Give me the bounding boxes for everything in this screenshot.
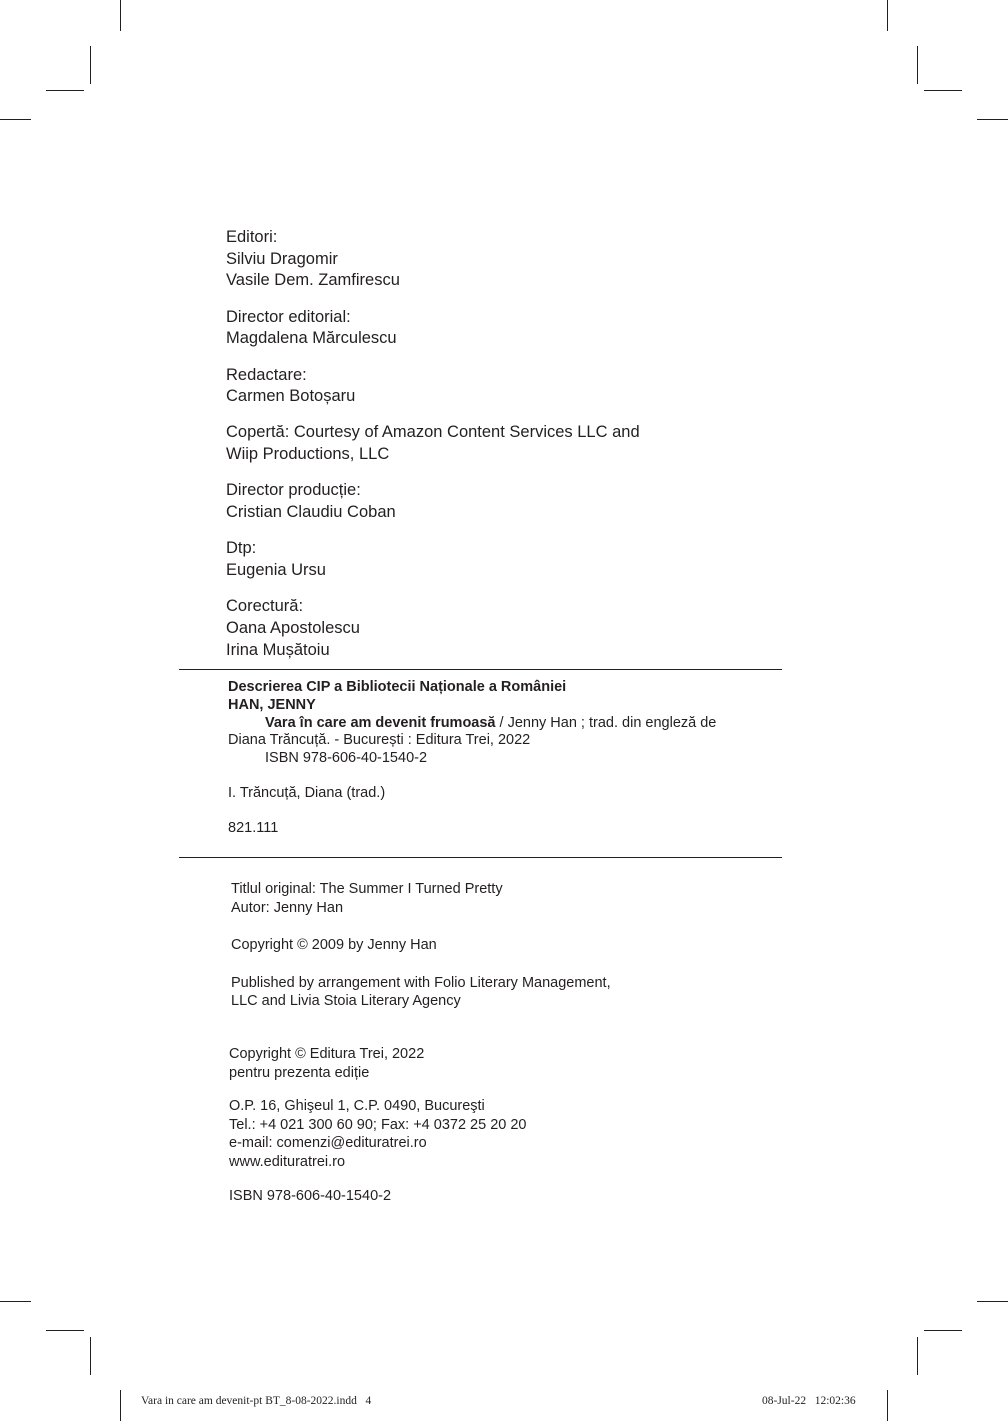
cip-author: HAN, JENNY [228, 696, 316, 713]
publisher-copyright: Copyright © Editura Trei, 2022 [229, 1046, 425, 1062]
credit-group-proofreading [226, 596, 640, 661]
cip-translator: I. Trăncuță, Diana (trad.) [228, 784, 386, 801]
arrangement-line: Published by arrangement with Folio Literary Management, [231, 974, 611, 991]
divider-bottom [179, 857, 782, 858]
credit-group-dtp [226, 538, 640, 581]
credit-label: Director producție: [226, 481, 361, 500]
publisher-copyright-note: pentru prezenta ediție [229, 1064, 370, 1081]
cip-isbn: ISBN 978-606-40-1540-2 [265, 750, 428, 767]
credit-group-cover [226, 422, 640, 465]
credits-list [226, 227, 640, 676]
publisher-address: O.P. 16, Ghişeul 1, C.P. 0490, Bucureşti [229, 1098, 485, 1115]
crop-mark [46, 90, 84, 91]
original-author: Autor: Jenny Han [231, 899, 344, 916]
credit-group-production-director [226, 480, 640, 523]
cip-title: Vara în care am devenit frumoasă [265, 714, 496, 731]
original-copyright: Copyright © 2009 by Jenny Han [231, 937, 437, 954]
arrangement-line: LLC and Livia Stoia Literary Agency [231, 993, 461, 1010]
crop-mark [0, 1301, 31, 1302]
crop-mark [0, 119, 31, 120]
credit-name: Oana Apostolescu [226, 618, 360, 637]
credit-name: Eugenia Ursu [226, 560, 326, 579]
crop-mark [887, 1390, 888, 1421]
crop-mark [977, 1301, 1008, 1302]
credit-name: Cristian Claudiu Coban [226, 503, 396, 522]
cip-heading: Descrierea CIP a Bibliotecii Naționale a României [228, 679, 567, 695]
divider-top [179, 669, 782, 670]
crop-mark [90, 1337, 91, 1375]
crop-mark [46, 1330, 84, 1331]
crop-mark [924, 1330, 962, 1331]
credit-name: Magdalena Mărculescu [226, 329, 397, 348]
credit-label: Dtp: [226, 539, 257, 558]
credit-label: Corectură: [226, 597, 304, 616]
publisher-isbn: ISBN 978-606-40-1540-2 [229, 1187, 392, 1204]
crop-mark [90, 46, 91, 84]
slug-timestamp: 08-Jul-22 12:02:36 [762, 1395, 856, 1407]
publisher-website: www.edituratrei.ro [229, 1153, 346, 1170]
credit-name: Carmen Botoșaru [226, 387, 356, 406]
cip-classification: 821.111 [228, 819, 279, 836]
publisher-phone: Tel.: +4 021 300 60 90; Fax: +4 0372 25 20 20 [229, 1116, 527, 1133]
crop-mark [977, 119, 1008, 120]
credit-label: Copertă: Courtesy of Amazon Content Services LLC and [226, 423, 640, 442]
original-title: Titlul original: The Summer I Turned Pretty [231, 881, 503, 897]
credit-name: Silviu Dragomir [226, 249, 338, 268]
original-info [231, 880, 611, 1030]
credit-label: Editori: [226, 228, 278, 246]
credit-group-editors [226, 227, 640, 292]
slug-filename: Vara in care am devenit-pt BT_8-08-2022.indd 4 [141, 1395, 372, 1407]
credit-label: Director editorial: [226, 307, 351, 326]
credit-label: Redactare: [226, 365, 307, 384]
crop-mark [120, 0, 121, 31]
crop-mark [120, 1390, 121, 1421]
credit-group-copyediting [226, 365, 640, 408]
crop-mark [924, 90, 962, 91]
crop-mark [917, 46, 918, 84]
publisher-info [229, 1045, 526, 1220]
credit-name: Irina Mușătoiu [226, 640, 330, 659]
cip-title-line [228, 715, 768, 733]
publisher-email: e-mail: comenzi@edituratrei.ro [229, 1135, 427, 1152]
crop-mark [887, 0, 888, 31]
credit-group-editorial-director [226, 307, 640, 350]
cip-description [228, 679, 768, 838]
crop-mark [917, 1337, 918, 1375]
credit-name: Vasile Dem. Zamfirescu [226, 271, 400, 290]
cip-title-rest: / Jenny Han ; trad. din engleză de [495, 714, 717, 731]
credit-name: Wiip Productions, LLC [226, 445, 390, 464]
cip-title-continuation: Diana Trăncuță. - București : Editura Trei, 2022 [228, 732, 531, 749]
